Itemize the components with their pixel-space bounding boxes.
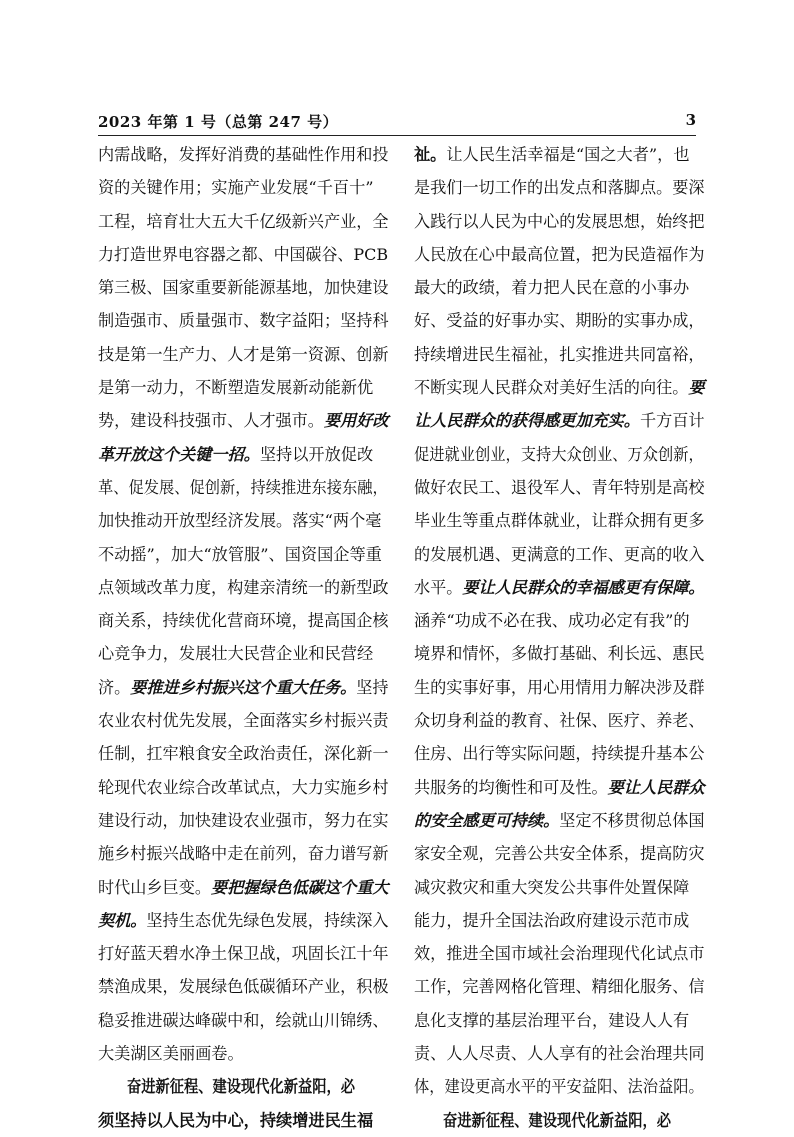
text-line bbox=[414, 737, 703, 770]
issue-label: 2023 年第 1 号（总第 247 号） bbox=[98, 113, 339, 131]
body-text: 制造强市、质量强市、数字益阳；坚持科 bbox=[98, 311, 389, 331]
text-line bbox=[98, 1004, 387, 1037]
text-line bbox=[414, 671, 703, 704]
text-line bbox=[98, 338, 387, 371]
body-text: 毕业生等重点群体就业，让群众拥有更多 bbox=[414, 511, 705, 531]
body-text: 息化支撑的基层治理平台，建设人人有 bbox=[414, 1010, 690, 1030]
text-line bbox=[414, 904, 704, 937]
body-text: 大美湖区美丽画卷。 bbox=[98, 1044, 244, 1064]
body-text: 减灾救灾和重大突发公共事件处置保障 bbox=[414, 877, 690, 897]
body-text: 资的关键作用；实施产业发展“千百十” bbox=[98, 178, 374, 198]
text-line bbox=[98, 1037, 388, 1070]
text-line bbox=[414, 304, 703, 337]
text-line bbox=[98, 804, 387, 837]
body-text: 建设行动，加快建设农业强市，努力在实 bbox=[98, 810, 389, 830]
text-line bbox=[98, 837, 387, 870]
body-text: 不动摇”，加大“放管服”、国资国企等重 bbox=[98, 544, 382, 564]
text-line bbox=[98, 438, 388, 471]
text-line bbox=[98, 904, 387, 937]
body-text: 第三极、国家重要新能源基地，加快建设 bbox=[98, 278, 389, 298]
body-text: 是我们一切工作的出发点和落脚点。要深 bbox=[414, 178, 705, 198]
text-line bbox=[414, 538, 703, 571]
body-text: 力打造世界电容器之都、中国碳谷、PCB bbox=[98, 244, 389, 264]
text-line bbox=[414, 937, 703, 970]
body-text: 持续增进民生福祉，扎实推进共同富裕， bbox=[414, 344, 705, 364]
text-line bbox=[414, 504, 703, 537]
text-line bbox=[98, 571, 387, 604]
emphasis-text: 让人民群众的获得感更加充实。 bbox=[414, 411, 640, 431]
body-text: 人民放在心中最高位置，把为民造福作为 bbox=[414, 244, 705, 264]
body-text: 轮现代农业综合改革试点，大力实施乡村 bbox=[98, 777, 389, 797]
emphasis-text: 要让人民群众的幸福感更有保障。 bbox=[462, 577, 705, 597]
body-text: 责、人人尽责、人人享有的社会治理共同 bbox=[414, 1044, 705, 1064]
text-line bbox=[98, 970, 387, 1003]
body-text: 奋进新征程、建设现代化新益阳，必 bbox=[443, 1110, 671, 1130]
body-text: 任制，扛牢粮食安全政治责任，深化新一 bbox=[98, 744, 389, 764]
body-text: 革、促发展、促创新，持续推进东接东融， bbox=[98, 477, 388, 497]
body-text: 禁渔成果，发展绿色低碳循环产业，积极 bbox=[98, 977, 389, 997]
text-line bbox=[98, 271, 387, 304]
emphasis-text: 要用好改 bbox=[323, 411, 389, 431]
right-column bbox=[414, 138, 704, 1137]
body-text: 点领域改革力度，构建亲清统一的新型政 bbox=[98, 577, 389, 597]
body-text: 不断实现人民群众对美好生活的向往。 bbox=[414, 378, 689, 398]
emphasis-text: 的安全感更可持续。 bbox=[414, 810, 560, 830]
header-rule bbox=[98, 135, 696, 136]
body-text: 涵养“功成不必在我、成功必定有我”的 bbox=[414, 611, 690, 631]
emphasis-text: 契机。 bbox=[98, 910, 147, 930]
text-line bbox=[414, 138, 704, 171]
body-text: 做好农民工、退役军人、青年特别是高校 bbox=[414, 477, 705, 497]
text-line bbox=[98, 504, 388, 537]
body-text: 好、受益的好事办实、期盼的实事办成， bbox=[414, 311, 705, 331]
body-text: 加快推动开放型经济发展。落实“两个毫 bbox=[98, 511, 382, 531]
text-line bbox=[414, 604, 704, 637]
text-line bbox=[98, 238, 389, 271]
text-line bbox=[414, 438, 704, 471]
text-line bbox=[98, 704, 387, 737]
text-line bbox=[414, 338, 703, 371]
text-line bbox=[98, 604, 387, 637]
body-text: 奋进新征程、建设现代化新益阳，必 bbox=[127, 1077, 355, 1097]
text-line bbox=[414, 238, 703, 271]
text-line bbox=[98, 138, 387, 171]
body-text: 能力，提升全国法治政府建设示范市成 bbox=[414, 910, 690, 930]
body-text: 入践行以人民为中心的发展思想，始终把 bbox=[414, 211, 705, 231]
text-line bbox=[98, 771, 387, 804]
body-text: 时代山乡巨变。 bbox=[98, 877, 211, 897]
body-text: 生的实事好事，用心用情用力解决涉及群 bbox=[414, 677, 705, 697]
body-text: 共服务的均衡性和可及性。 bbox=[414, 777, 608, 797]
body-text: 坚定不移贯彻总体国 bbox=[559, 810, 705, 830]
text-line bbox=[98, 304, 387, 337]
body-text: 施乡村振兴战略中走在前列，奋力谱写新 bbox=[98, 844, 389, 864]
body-text: 打好蓝天碧水净土保卫战，巩固长江十年 bbox=[98, 944, 389, 964]
body-text: 工程，培育壮大五大千亿级新兴产业，全 bbox=[98, 211, 389, 231]
text-line bbox=[414, 1070, 704, 1103]
text-line bbox=[414, 171, 703, 204]
body-text: 坚持 bbox=[356, 677, 389, 697]
text-line bbox=[98, 205, 387, 238]
text-line bbox=[98, 171, 388, 204]
body-text: 住房、出行等实际问题，持续提升基本公 bbox=[414, 744, 705, 764]
body-text: 技是第一生产力、人才是第一资源、创新 bbox=[98, 344, 389, 364]
body-text: 效，推进全国市域社会治理现代化试点市 bbox=[414, 944, 705, 964]
body-text: 心竞争力，发展壮大民营企业和民营经 bbox=[98, 644, 374, 664]
body-text: 促进就业创业，支持大众创业、万众创新， bbox=[414, 444, 704, 464]
text-line bbox=[98, 737, 387, 770]
body-text: 济。 bbox=[98, 677, 131, 697]
text-line bbox=[98, 671, 387, 704]
body-text: 工作，完善网格化管理、精细化服务、信 bbox=[414, 977, 705, 997]
text-line bbox=[414, 970, 703, 1003]
text-line bbox=[414, 271, 704, 304]
text-line bbox=[98, 371, 388, 404]
body-text: 须坚持以人民为中心，持续增进民生福 bbox=[98, 1110, 374, 1130]
text-line bbox=[414, 1037, 703, 1070]
left-column bbox=[98, 138, 388, 1137]
body-text: 家安全观，完善公共安全体系，提高防灾 bbox=[414, 844, 705, 864]
body-text: 最大的政绩，着力把人民在意的小事办 bbox=[414, 278, 690, 298]
body-text: 体，建设更高水平的平安益阳、法治益阳。 bbox=[414, 1077, 704, 1097]
body-text: 境界和情怀，多做打基础、利长远、惠民 bbox=[414, 644, 705, 664]
text-line bbox=[98, 404, 387, 437]
emphasis-text: 要让人民群众 bbox=[607, 777, 705, 797]
text-line bbox=[98, 538, 388, 571]
text-line bbox=[98, 471, 388, 504]
text-line bbox=[414, 1104, 669, 1137]
body-text: 商关系，持续优化营商环境，提高国企核 bbox=[98, 611, 389, 631]
body-text: 千方百计 bbox=[639, 411, 705, 431]
body-text: 势，建设科技强市、人才强市。 bbox=[98, 411, 324, 431]
body-text: 坚持生态优先绿色发展，持续深入 bbox=[146, 910, 389, 930]
page-number: 3 bbox=[685, 111, 696, 129]
body-text: 农业农村优先发展，全面落实乡村振兴责 bbox=[98, 711, 389, 731]
text-line bbox=[414, 571, 703, 604]
body-text: 祉。 bbox=[414, 145, 447, 164]
text-line bbox=[414, 371, 703, 404]
emphasis-text: 要推进乡村振兴这个重大任务。 bbox=[130, 677, 357, 697]
text-line bbox=[414, 771, 703, 804]
text-line bbox=[414, 804, 703, 837]
body-text: 稳妥推进碳达峰碳中和，绘就山川锦绣、 bbox=[98, 1010, 389, 1030]
emphasis-text: 要 bbox=[688, 378, 705, 398]
text-line bbox=[414, 637, 703, 670]
emphasis-text: 革开放这个关键一招。 bbox=[98, 444, 260, 464]
text-line bbox=[98, 637, 388, 670]
page-header bbox=[98, 111, 696, 133]
body-text: 众切身利益的教育、社保、医疗、养老、 bbox=[414, 711, 705, 731]
text-line bbox=[414, 1004, 704, 1037]
text-line bbox=[98, 871, 387, 904]
body-text: 是第一动力，不断塑造发展新动能新优 bbox=[98, 378, 374, 398]
text-line bbox=[414, 205, 703, 238]
body-text: 坚持以开放促改 bbox=[259, 444, 374, 464]
text-line bbox=[414, 471, 703, 504]
body-text: 让人民生活幸福是“国之大者”，也 bbox=[446, 145, 690, 164]
text-line bbox=[414, 837, 703, 870]
body-text: 水平。 bbox=[414, 577, 463, 597]
text-line bbox=[414, 404, 703, 437]
text-line bbox=[98, 1104, 388, 1137]
emphasis-text: 要把握绿色低碳这个重大 bbox=[210, 877, 389, 897]
text-line bbox=[414, 704, 703, 737]
text-line bbox=[98, 1070, 353, 1103]
text-line bbox=[414, 871, 704, 904]
body-text: 内需战略，发挥好消费的基础性作用和投 bbox=[98, 145, 389, 164]
body-text: 的发展机遇、更满意的工作、更高的收入 bbox=[414, 544, 705, 564]
text-line bbox=[98, 937, 387, 970]
